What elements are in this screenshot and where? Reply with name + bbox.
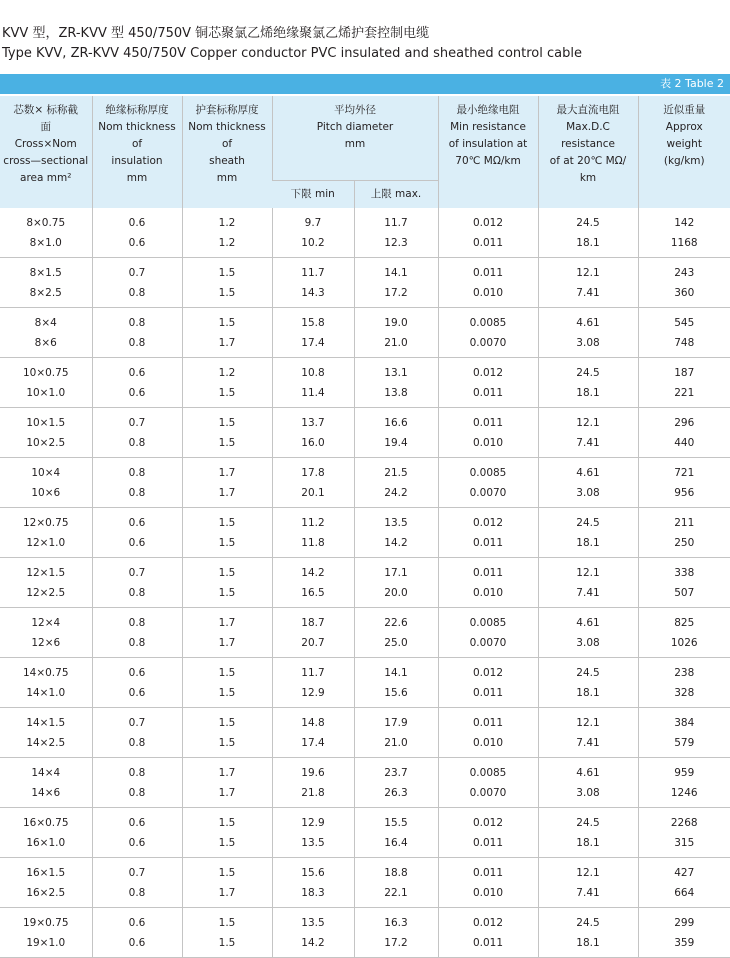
table-row	[0, 308, 730, 334]
cell-cores: 14×4	[31, 767, 61, 779]
cell-weight: 721	[638, 458, 730, 484]
cell-min-resistance: 0.0070	[438, 333, 538, 358]
cell-diameter-min: 11.2	[272, 508, 354, 534]
cell-insulation: 0.6	[92, 933, 182, 958]
cell-sheath: 1.5	[182, 908, 272, 934]
cell-insulation: 0.8	[92, 483, 182, 508]
cell-diameter-max: 13.8	[354, 383, 438, 408]
cell-max-resistance: 3.08	[538, 483, 638, 508]
cell-cores: 10×1.5	[26, 417, 66, 429]
cell-weight: 315	[638, 833, 730, 858]
cell-cores: 19×0.75	[22, 917, 69, 929]
table-row	[0, 683, 730, 708]
cell-weight: 328	[638, 683, 730, 708]
cell-diameter-min: 18.7	[272, 608, 354, 634]
cell-diameter-min: 16.0	[272, 433, 354, 458]
cell-diameter-max: 16.6	[354, 408, 438, 434]
cell-max-resistance: 12.1	[538, 858, 638, 884]
cell-cores: 16×1.5	[26, 867, 66, 879]
cell-sheath: 1.5	[182, 558, 272, 584]
cell-sheath: 1.5	[182, 433, 272, 458]
header-insulation-thickness: 绝缘标称厚度 Nom thickness of insulation mm	[92, 96, 182, 208]
cell-diameter-max: 13.1	[354, 358, 438, 384]
cell-insulation: 0.6	[92, 358, 182, 384]
cell-insulation: 0.8	[92, 608, 182, 634]
table-row	[0, 858, 730, 884]
cell-insulation: 0.6	[92, 808, 182, 834]
header-sheath-thickness: 护套标称厚度 Nom thickness of sheath mm	[182, 96, 272, 208]
cell-sheath: 1.5	[182, 808, 272, 834]
cell-min-resistance: 0.011	[438, 383, 538, 408]
cell-sheath: 1.2	[182, 208, 272, 233]
cell-diameter-min: 14.8	[272, 708, 354, 734]
cell-weight: 440	[638, 433, 730, 458]
cell-max-resistance: 24.5	[538, 208, 638, 233]
cell-max-resistance: 12.1	[538, 708, 638, 734]
cell-min-resistance: 0.012	[438, 658, 538, 684]
cell-min-resistance: 0.011	[438, 833, 538, 858]
cell-sheath: 1.5	[182, 858, 272, 884]
cell-diameter-min: 15.8	[272, 308, 354, 334]
cell-sheath: 1.5	[182, 933, 272, 958]
table-row	[0, 558, 730, 584]
table-row	[0, 258, 730, 284]
cell-cores: 14×6	[0, 783, 92, 808]
cell-diameter-max: 21.5	[354, 458, 438, 484]
cell-cores: 12×1.0	[0, 533, 92, 558]
cell-diameter-min: 15.6	[272, 858, 354, 884]
cell-sheath: 1.5	[182, 283, 272, 308]
cell-diameter-max: 12.3	[354, 233, 438, 258]
table-label: 表 2 Table 2	[660, 77, 724, 90]
cell-insulation: 0.7	[92, 408, 182, 434]
cell-cores: 8×1.0	[0, 233, 92, 258]
cell-min-resistance: 0.0085	[438, 758, 538, 784]
cell-diameter-min: 13.5	[272, 908, 354, 934]
table-row	[0, 408, 730, 434]
cell-cores: 14×0.75	[22, 667, 69, 679]
cell-weight: 1246	[638, 783, 730, 808]
cell-weight: 507	[638, 583, 730, 608]
cell-weight: 748	[638, 333, 730, 358]
cell-cores: 16×1.0	[0, 833, 92, 858]
cell-diameter-min: 17.8	[272, 458, 354, 484]
cell-weight: 384	[638, 708, 730, 734]
cell-insulation: 0.8	[92, 458, 182, 484]
table-row	[0, 483, 730, 508]
header-cores: 芯数× 标称截 面 Cross×Nom cross—sectional area mm²	[0, 96, 92, 208]
cell-min-resistance: 0.010	[438, 733, 538, 758]
cell-weight: 243	[638, 258, 730, 284]
cell-insulation: 0.6	[92, 208, 182, 233]
cell-max-resistance: 12.1	[538, 408, 638, 434]
cell-insulation: 0.8	[92, 758, 182, 784]
cell-sheath: 1.7	[182, 458, 272, 484]
cell-min-resistance: 0.011	[438, 858, 538, 884]
cell-diameter-max: 15.5	[354, 808, 438, 834]
table-row	[0, 333, 730, 358]
cell-max-resistance: 18.1	[538, 683, 638, 708]
cell-insulation: 0.8	[92, 733, 182, 758]
cell-weight: 211	[638, 508, 730, 534]
cell-max-resistance: 3.08	[538, 633, 638, 658]
cell-sheath: 1.7	[182, 883, 272, 908]
table-row	[0, 433, 730, 458]
cell-min-resistance: 0.0070	[438, 633, 538, 658]
cell-diameter-max: 16.3	[354, 908, 438, 934]
table-row	[0, 933, 730, 958]
cell-diameter-max: 13.5	[354, 508, 438, 534]
cell-weight: 579	[638, 733, 730, 758]
cell-diameter-max: 16.4	[354, 833, 438, 858]
cell-insulation: 0.7	[92, 558, 182, 584]
table-row	[0, 808, 730, 834]
cell-insulation: 0.7	[92, 858, 182, 884]
cell-diameter-min: 20.1	[272, 483, 354, 508]
cell-max-resistance: 24.5	[538, 508, 638, 534]
cell-insulation: 0.8	[92, 633, 182, 658]
cell-insulation: 0.7	[92, 258, 182, 284]
cell-weight: 187	[638, 358, 730, 384]
table-row	[0, 758, 730, 784]
cell-diameter-max: 15.6	[354, 683, 438, 708]
cell-insulation: 0.6	[92, 508, 182, 534]
cell-max-resistance: 24.5	[538, 908, 638, 934]
cell-insulation: 0.6	[92, 658, 182, 684]
cell-cores: 8×4	[34, 317, 57, 329]
cell-cores: 12×4	[31, 617, 61, 629]
table-row	[0, 783, 730, 808]
cell-min-resistance: 0.012	[438, 808, 538, 834]
cell-cores: 14×2.5	[0, 733, 92, 758]
cell-max-resistance: 12.1	[538, 258, 638, 284]
cell-insulation: 0.8	[92, 783, 182, 808]
table-row	[0, 358, 730, 384]
cell-weight: 360	[638, 283, 730, 308]
cell-weight: 825	[638, 608, 730, 634]
cell-weight: 959	[638, 758, 730, 784]
cell-diameter-max: 25.0	[354, 633, 438, 658]
cell-diameter-min: 16.5	[272, 583, 354, 608]
cell-min-resistance: 0.011	[438, 533, 538, 558]
table-row	[0, 708, 730, 734]
cell-max-resistance: 18.1	[538, 833, 638, 858]
cell-min-resistance: 0.010	[438, 433, 538, 458]
title-english: Type KVV, ZR-KVV 450/750V Copper conductor PVC insulated and sheathed control cable	[2, 46, 582, 61]
cell-sheath: 1.7	[182, 333, 272, 358]
cell-diameter-max: 14.1	[354, 258, 438, 284]
cell-weight: 359	[638, 933, 730, 958]
cell-cores: 10×2.5	[0, 433, 92, 458]
cell-sheath: 1.5	[182, 708, 272, 734]
cell-max-resistance: 7.41	[538, 733, 638, 758]
table-label-bar	[0, 74, 730, 94]
cell-cores: 8×0.75	[26, 217, 66, 229]
cell-diameter-max: 19.0	[354, 308, 438, 334]
cell-weight: 1026	[638, 633, 730, 658]
cell-min-resistance: 0.0070	[438, 483, 538, 508]
cell-min-resistance: 0.012	[438, 358, 538, 384]
cell-cores: 12×0.75	[22, 517, 69, 529]
cell-diameter-min: 20.7	[272, 633, 354, 658]
cell-cores: 8×2.5	[0, 283, 92, 308]
cell-diameter-min: 14.2	[272, 933, 354, 958]
cell-min-resistance: 0.0085	[438, 458, 538, 484]
cell-min-resistance: 0.010	[438, 283, 538, 308]
cell-weight: 956	[638, 483, 730, 508]
cell-diameter-max: 17.9	[354, 708, 438, 734]
cell-cores: 10×6	[0, 483, 92, 508]
table-row	[0, 458, 730, 484]
cell-diameter-max: 21.0	[354, 733, 438, 758]
cell-diameter-min: 10.2	[272, 233, 354, 258]
cell-diameter-max: 18.8	[354, 858, 438, 884]
cell-sheath: 1.5	[182, 833, 272, 858]
cell-cores: 8×1.5	[29, 267, 62, 279]
table-row	[0, 208, 730, 233]
cell-max-resistance: 4.61	[538, 308, 638, 334]
cell-diameter-min: 12.9	[272, 808, 354, 834]
cell-min-resistance: 0.0085	[438, 608, 538, 634]
cell-cores: 16×0.75	[22, 817, 69, 829]
cell-min-resistance: 0.011	[438, 258, 538, 284]
table-row	[0, 908, 730, 934]
cell-max-resistance: 3.08	[538, 783, 638, 808]
cell-insulation: 0.6	[92, 908, 182, 934]
cell-diameter-min: 19.6	[272, 758, 354, 784]
header-approx-weight: 近似重量 Approx weight (kg/km)	[638, 96, 730, 208]
cell-diameter-min: 18.3	[272, 883, 354, 908]
cell-cores: 14×1.0	[0, 683, 92, 708]
cell-min-resistance: 0.012	[438, 908, 538, 934]
cell-sheath: 1.7	[182, 783, 272, 808]
table-row	[0, 733, 730, 758]
cell-sheath: 1.5	[182, 683, 272, 708]
cell-diameter-max: 26.3	[354, 783, 438, 808]
cell-max-resistance: 7.41	[538, 883, 638, 908]
cell-sheath: 1.5	[182, 508, 272, 534]
cell-cores: 8×6	[0, 333, 92, 358]
cell-cores: 12×1.5	[26, 567, 66, 579]
cell-weight: 296	[638, 408, 730, 434]
cell-diameter-min: 13.5	[272, 833, 354, 858]
cell-diameter-max: 14.2	[354, 533, 438, 558]
table-row	[0, 583, 730, 608]
header-diameter-upper: 上限 max.	[354, 181, 438, 209]
cell-min-resistance: 0.010	[438, 883, 538, 908]
cell-diameter-max: 24.2	[354, 483, 438, 508]
table-row	[0, 383, 730, 408]
cell-sheath: 1.7	[182, 633, 272, 658]
cell-diameter-max: 19.4	[354, 433, 438, 458]
cell-sheath: 1.5	[182, 308, 272, 334]
cell-cores: 10×4	[31, 467, 61, 479]
cell-diameter-max: 17.2	[354, 933, 438, 958]
cell-cores: 12×6	[0, 633, 92, 658]
header-diameter-lower: 下限 min	[272, 181, 354, 209]
cell-sheath: 1.7	[182, 483, 272, 508]
cell-max-resistance: 7.41	[538, 433, 638, 458]
cell-insulation: 0.8	[92, 283, 182, 308]
cell-weight: 250	[638, 533, 730, 558]
cell-sheath: 1.5	[182, 658, 272, 684]
cell-cores: 19×1.0	[0, 933, 92, 958]
cell-diameter-max: 22.6	[354, 608, 438, 634]
cell-weight: 427	[638, 858, 730, 884]
table-body	[0, 208, 730, 958]
cell-insulation: 0.8	[92, 308, 182, 334]
cell-cores: 14×1.5	[26, 717, 66, 729]
cell-diameter-min: 11.4	[272, 383, 354, 408]
cell-diameter-min: 14.2	[272, 558, 354, 584]
cell-max-resistance: 18.1	[538, 233, 638, 258]
cell-min-resistance: 0.0085	[438, 308, 538, 334]
cell-min-resistance: 0.012	[438, 208, 538, 233]
cell-diameter-max: 11.7	[354, 208, 438, 233]
cell-max-resistance: 12.1	[538, 558, 638, 584]
cell-sheath: 1.5	[182, 733, 272, 758]
cell-sheath: 1.5	[182, 583, 272, 608]
cell-insulation: 0.6	[92, 383, 182, 408]
cell-insulation: 0.6	[92, 233, 182, 258]
cell-diameter-min: 13.7	[272, 408, 354, 434]
cell-min-resistance: 0.010	[438, 583, 538, 608]
table-row	[0, 658, 730, 684]
table-row	[0, 833, 730, 858]
cell-min-resistance: 0.0070	[438, 783, 538, 808]
cell-max-resistance: 4.61	[538, 758, 638, 784]
cell-max-resistance: 18.1	[538, 533, 638, 558]
cell-diameter-min: 11.7	[272, 258, 354, 284]
table-row	[0, 508, 730, 534]
cell-diameter-min: 21.8	[272, 783, 354, 808]
cell-max-resistance: 24.5	[538, 808, 638, 834]
cell-diameter-max: 23.7	[354, 758, 438, 784]
cell-min-resistance: 0.011	[438, 933, 538, 958]
cell-max-resistance: 24.5	[538, 658, 638, 684]
header-max-dc-resistance: 最大直流电阻 Max.D.C resistance of at 20℃ MΩ/ km	[538, 96, 638, 208]
cell-min-resistance: 0.011	[438, 708, 538, 734]
table-row	[0, 633, 730, 658]
cell-diameter-max: 20.0	[354, 583, 438, 608]
table-row	[0, 233, 730, 258]
cell-insulation: 0.8	[92, 583, 182, 608]
cell-weight: 238	[638, 658, 730, 684]
title-chinese: KVV 型，ZR-KVV 型 450/750V 铜芯聚氯乙烯绝缘聚氯乙烯护套控制电缆	[2, 26, 430, 41]
cell-weight: 2268	[638, 808, 730, 834]
cell-weight: 142	[638, 208, 730, 233]
cell-diameter-max: 22.1	[354, 883, 438, 908]
cell-sheath: 1.7	[182, 608, 272, 634]
table-row	[0, 283, 730, 308]
cell-diameter-min: 10.8	[272, 358, 354, 384]
cell-max-resistance: 18.1	[538, 933, 638, 958]
cell-sheath: 1.5	[182, 383, 272, 408]
cell-weight: 545	[638, 308, 730, 334]
cable-spec-table	[0, 96, 730, 958]
cell-max-resistance: 4.61	[538, 608, 638, 634]
table-row	[0, 608, 730, 634]
cell-weight: 299	[638, 908, 730, 934]
cell-min-resistance: 0.011	[438, 233, 538, 258]
cell-cores: 10×1.0	[0, 383, 92, 408]
cell-diameter-max: 17.1	[354, 558, 438, 584]
cell-max-resistance: 24.5	[538, 358, 638, 384]
cell-max-resistance: 7.41	[538, 283, 638, 308]
cell-sheath: 1.7	[182, 758, 272, 784]
cell-cores: 12×2.5	[0, 583, 92, 608]
cell-min-resistance: 0.012	[438, 508, 538, 534]
cell-weight: 221	[638, 383, 730, 408]
cell-diameter-min: 17.4	[272, 733, 354, 758]
cell-diameter-max: 14.1	[354, 658, 438, 684]
cell-max-resistance: 3.08	[538, 333, 638, 358]
cell-cores: 16×2.5	[0, 883, 92, 908]
cell-diameter-min: 17.4	[272, 333, 354, 358]
cell-max-resistance: 4.61	[538, 458, 638, 484]
header-pitch-diameter: 平均外径 Pitch diameter mm	[272, 96, 438, 181]
cell-insulation: 0.8	[92, 433, 182, 458]
cell-sheath: 1.5	[182, 533, 272, 558]
cell-diameter-min: 9.7	[272, 208, 354, 233]
cell-sheath: 1.5	[182, 258, 272, 284]
cell-min-resistance: 0.011	[438, 683, 538, 708]
cell-diameter-min: 11.8	[272, 533, 354, 558]
cell-insulation: 0.7	[92, 708, 182, 734]
cell-sheath: 1.5	[182, 408, 272, 434]
cell-insulation: 0.6	[92, 533, 182, 558]
cell-insulation: 0.8	[92, 883, 182, 908]
cell-max-resistance: 18.1	[538, 383, 638, 408]
header-min-insulation-resistance: 最小绝缘电阻 Min resistance of insulation at 70℃ MΩ/km	[438, 96, 538, 208]
cell-sheath: 1.2	[182, 233, 272, 258]
cell-min-resistance: 0.011	[438, 408, 538, 434]
cell-weight: 664	[638, 883, 730, 908]
cell-diameter-min: 12.9	[272, 683, 354, 708]
cell-diameter-min: 14.3	[272, 283, 354, 308]
cell-sheath: 1.2	[182, 358, 272, 384]
cell-insulation: 0.6	[92, 683, 182, 708]
cell-cores: 10×0.75	[22, 367, 69, 379]
cell-min-resistance: 0.011	[438, 558, 538, 584]
cell-diameter-min: 11.7	[272, 658, 354, 684]
cell-insulation: 0.6	[92, 833, 182, 858]
cell-weight: 338	[638, 558, 730, 584]
table-row	[0, 533, 730, 558]
cell-weight: 1168	[638, 233, 730, 258]
cell-diameter-max: 21.0	[354, 333, 438, 358]
table-row	[0, 883, 730, 908]
table-header-row	[0, 96, 730, 181]
cell-diameter-max: 17.2	[354, 283, 438, 308]
cell-max-resistance: 7.41	[538, 583, 638, 608]
cell-insulation: 0.8	[92, 333, 182, 358]
